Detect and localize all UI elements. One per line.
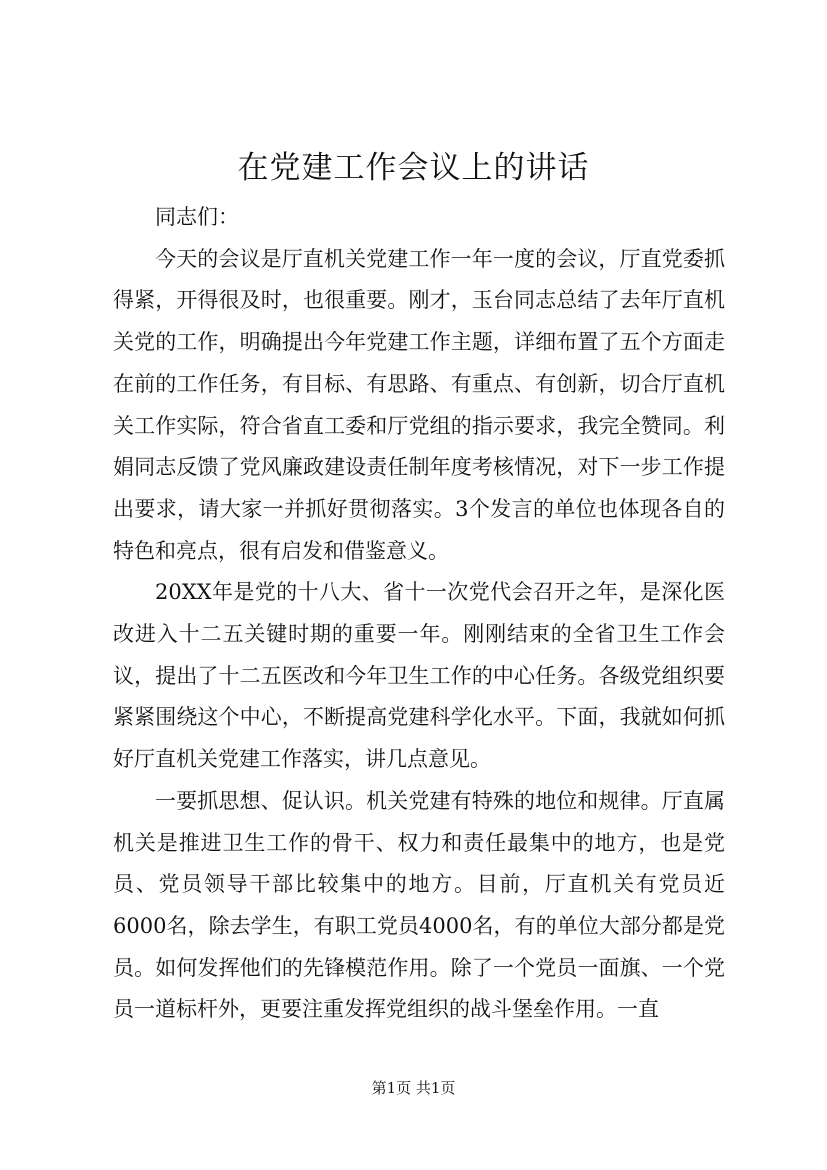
salutation: 同志们： — [155, 205, 239, 229]
paragraph-3: 一要抓思想、促认识。机关党建有特殊的地位和规律。厅直属机关是推进卫生工作的骨干、权力和责任最集中的地方，也是党员、党员领导干部比较集中的地方。目前，厅直机关有党员近6000名，除去学生，有职工党员4000名，有的单位大部分都是党员。如何发挥他们的先锋模范作用。除了一个党员一面旗、一个党员一道标杆外，更要注重发挥党组织的战斗堡垒作用。一直 — [113, 788, 725, 1022]
document-title: 在党建工作会议上的讲话 — [237, 150, 590, 186]
document-body — [113, 197, 725, 1031]
page-footer: 第1页 共1页 — [371, 1079, 456, 1097]
paragraph-2: 20XX年是党的十八大、省十一次党代会召开之年，是深化医改进入十二五关键时期的重要一年。刚刚结束的全省卫生工作会议，提出了十二五医改和今年卫生工作的中心任务。各级党组织要紧紧围绕这个中心，不断提高党建科学化水平。下面，我就如何抓好厅直机关党建工作落实，讲几点意见。 — [113, 580, 725, 772]
paragraph-1: 今天的会议是厅直机关党建工作一年一度的会议，厅直党委抓得紧，开得很及时，也很重要。刚才，玉台同志总结了去年厅直机关党的工作，明确提出今年党建工作主题，详细布置了五个方面走在前的工作任务，有目标、有思路、有重点、有创新，切合厅直机关工作实际，符合省直工委和厅党组的指示要求，我完全赞同。利娟同志反馈了党风廉政建设责任制年度考核情况，对下一步工作提出要求，请大家一并抓好贯彻落实。3个发言的单位也体现各自的特色和亮点，很有启发和借鉴意义。 — [113, 246, 725, 563]
